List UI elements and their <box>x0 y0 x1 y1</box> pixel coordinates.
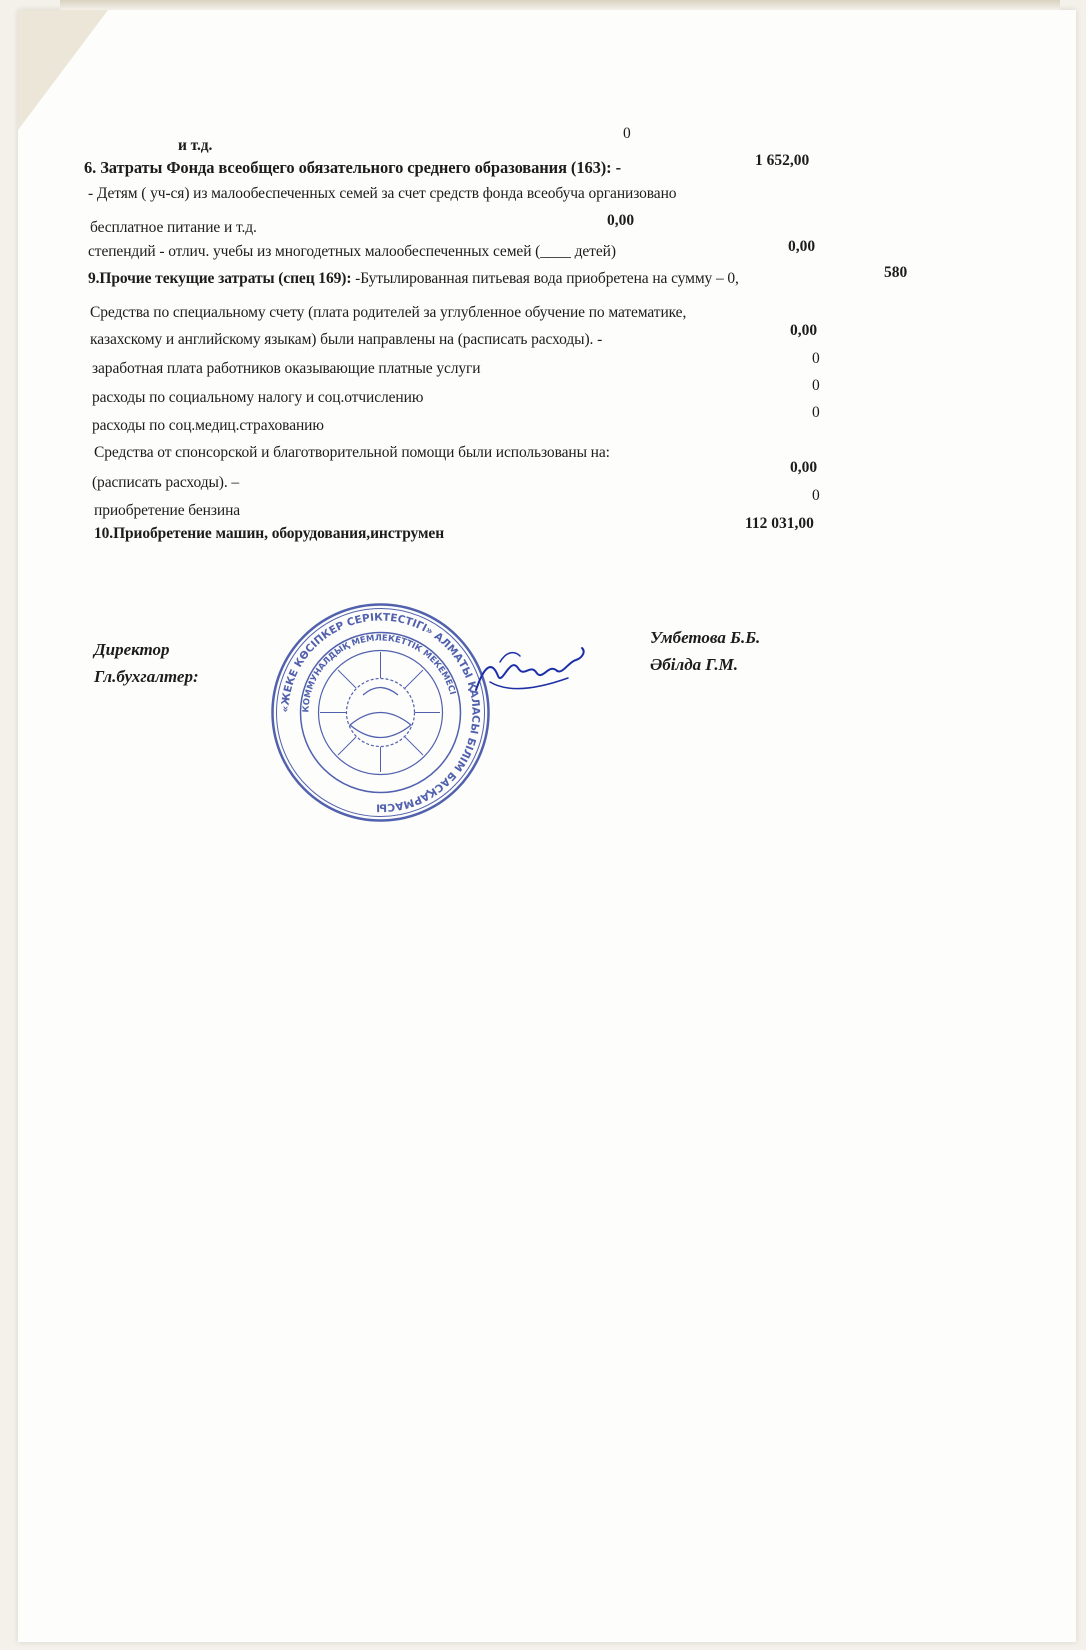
petrol-amount: 0 <box>812 487 820 504</box>
section-6-children: - Детям ( уч-ся) из малообеспеченных семей за счет средств фонда всеобуча организовано <box>88 185 677 202</box>
official-stamp <box>268 600 493 825</box>
director-name: Умбетова Б.Б. <box>650 628 761 647</box>
handwritten-signature <box>470 642 590 712</box>
section-6-meals: бесплатное питание и т.д. <box>90 219 257 236</box>
special-account-line-2: казахскому и английскому языкам) были направлены на (расписать расходы). - <box>90 331 603 348</box>
petrol-line: приобретение бензина <box>94 502 241 519</box>
section-9-amount: 580 <box>884 264 908 281</box>
section-10-amount: 112 031,00 <box>745 515 814 532</box>
section-9-title <box>88 270 739 288</box>
sponsor-line-2: (расписать расходы). – <box>92 474 240 491</box>
section-6-meals-amount: 0,00 <box>607 212 635 229</box>
special-account-amount: 0,00 <box>790 322 818 339</box>
sponsor-amount: 0,00 <box>790 459 818 476</box>
director-label: Директор <box>94 640 170 659</box>
sponsor-line-1: Средства от спонсорской и благотворительной помощи были использованы на: <box>94 444 610 461</box>
section-9-title-bold: 9.Прочие текущие затраты (спец 169): <box>88 270 352 287</box>
scan-edge <box>60 0 1060 10</box>
accountant-name: Әбілда Г.М. <box>650 655 738 674</box>
etc-label: и т.д. <box>178 137 213 154</box>
salary-amount: 0 <box>812 350 820 367</box>
med-insurance-amount: 0 <box>812 404 820 421</box>
folded-corner <box>18 10 108 130</box>
stamp-inner-text: КОММУНАЛДЫҚ МЕМЛЕКЕТТІК МЕКЕМЕСІ <box>301 633 458 713</box>
section-6-amount: 1 652,00 <box>755 152 810 169</box>
accountant-label: Гл.бухгалтер: <box>94 667 199 686</box>
social-tax-line: расходы по социальному налогу и соц.отчислению <box>92 389 424 406</box>
section-6-title: 6. Затраты Фонда всеобщего обязательного среднего образования (163): - <box>84 158 621 177</box>
med-insurance-line: расходы по соц.медиц.страхованию <box>92 417 324 434</box>
stamp-outer-text: «ЖЕКЕ КӨСІПКЕР СЕРІКТЕСТІГІ» АЛМАТЫ ҚАЛАСЫ БІЛІМ БАСҚАРМАСЫ <box>279 611 482 814</box>
section-6-stipend-amount: 0,00 <box>788 238 816 255</box>
salary-line: заработная плата работников оказывающие платные услуги <box>92 360 481 377</box>
svg-text:КОММУНАЛДЫҚ МЕМЛЕКЕТТІК МЕКЕМЕ <box>301 633 457 712</box>
section-9-title-rest: -Бутылированная питьевая вода приобретена на сумму – 0, <box>351 270 739 287</box>
etc-amount: 0 <box>623 125 631 142</box>
section-6-stipend: степендий - отлич. учебы из многодетных малообеспеченных семей (____ детей) <box>88 243 616 260</box>
social-tax-amount: 0 <box>812 377 820 394</box>
special-account-line-1: Средства по специальному счету (плата родителей за углубленное обучение по математике, <box>90 304 687 321</box>
section-10-title: 10.Приобретение машин, оборудования,инструмен <box>94 525 445 542</box>
